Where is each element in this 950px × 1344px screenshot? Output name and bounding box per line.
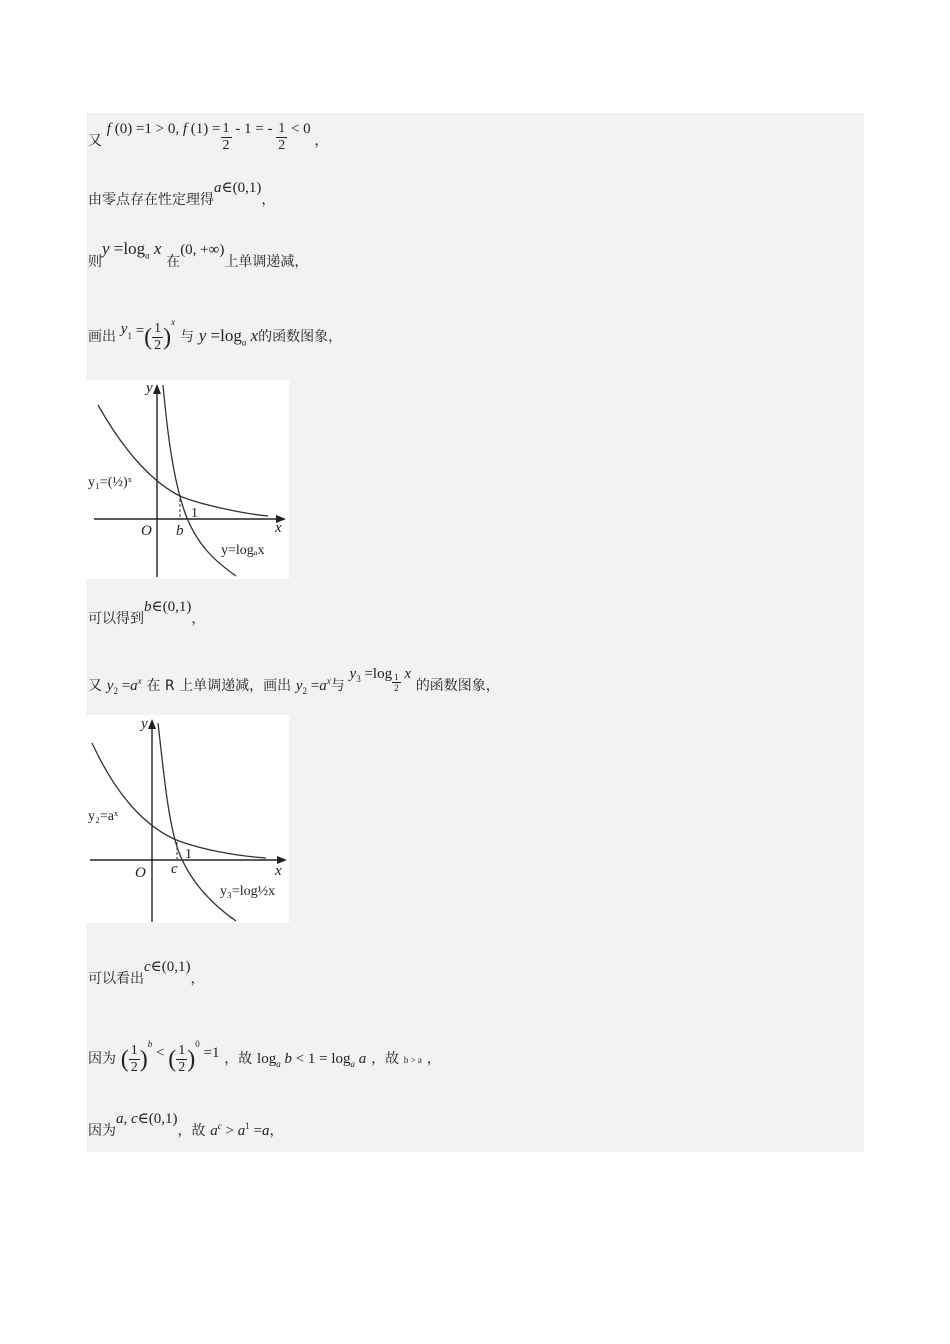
line-6-prefix: 又 <box>88 678 102 694</box>
line-6 <box>88 666 500 701</box>
line-6-mid-2: 与 <box>330 678 345 694</box>
line-1 <box>88 120 329 158</box>
line-9-mid: ，故 <box>177 1123 206 1139</box>
line-2-text: 由零点存在性定理得 <box>88 192 214 208</box>
line-8-suffix: ， <box>426 1050 441 1067</box>
line-8-formula-2: $\log_a b < 1 = \log_a a$ <box>257 1050 367 1069</box>
line-9-suffix: ， <box>269 1123 284 1139</box>
line-7-text: 可以看出 <box>88 971 144 987</box>
line-4-formula-2: $y =\log_a$ x <box>198 325 259 348</box>
line-6-formula-3: $y_3 =\log$ $\frac{1}{2}$ x <box>349 666 412 694</box>
graph-1-tick-b: b <box>176 523 184 539</box>
line-5 <box>88 599 206 629</box>
line-7 <box>88 959 205 989</box>
line-5-text: 可以得到 <box>88 611 144 627</box>
solution-panel <box>86 113 864 1152</box>
line-8-formula-1: ( $\frac{1}{2}$ )$^b$ < ( $\frac{1}{2}$ )$^0$ =1 <box>120 1038 220 1075</box>
graph-2-x-label: x <box>275 863 282 879</box>
graph-1 <box>86 380 289 579</box>
line-8-prefix: 因为 <box>88 1050 116 1067</box>
line-9 <box>88 1111 284 1141</box>
graph-2-tick-c: c <box>171 861 178 877</box>
graph-2-curve-2-label: y₃=log½x <box>220 884 276 899</box>
graph-2-y-label: y <box>141 716 148 732</box>
line-1-prefix: 又 <box>88 132 102 149</box>
line-9-formula-1: a, c∈(0,1) <box>116 1111 178 1127</box>
line-4-formula-1: $y_1$ =( $\frac{1}{2}$ )$^x$ <box>120 316 176 353</box>
graph-1-curve-2-label: y=logₐx <box>221 543 265 558</box>
line-3-formula-2: (0, +∞) <box>180 242 225 258</box>
graph-1-curve-exp <box>98 405 268 516</box>
line-2-formula: a∈(0,1) <box>214 180 262 196</box>
graph-2-curve-1-label: y₂=aˣ <box>88 809 119 824</box>
line-6-formula-1: $y_2 =a^x$ <box>106 676 142 696</box>
line-3 <box>88 239 309 277</box>
graph-1-tick-1: 1 <box>191 506 198 521</box>
graph-2-curve-exp <box>92 743 266 858</box>
line-8-formula-3: b > a <box>403 1054 422 1065</box>
line-9-prefix: 因为 <box>88 1123 116 1139</box>
line-3-mid: 在 <box>166 254 181 270</box>
graph-2 <box>86 715 289 923</box>
line-7-formula: c∈(0,1) <box>144 959 191 975</box>
line-1-formula: f (0) =1 > 0, f (1) = $\frac{1}{2}$ - 1 = - $\frac{1}{2}$ < 0 <box>106 120 311 153</box>
graph-1-origin: O <box>141 523 152 539</box>
graph-2-tick-1: 1 <box>185 847 192 862</box>
graph-1-x-label: x <box>275 520 282 536</box>
line-2-suffix: ， <box>261 192 276 208</box>
line-4 <box>88 316 343 354</box>
line-2 <box>88 180 276 210</box>
line-4-prefix: 画出 <box>88 328 116 345</box>
line-4-suffix: 的函数图象， <box>258 328 343 345</box>
graph-1-y-label: y <box>146 380 153 396</box>
line-3-formula-1: $y =\log_a$ x <box>102 239 162 261</box>
line-7-suffix: ， <box>190 971 205 987</box>
line-6-suffix: 的函数图象， <box>415 678 500 694</box>
line-4-mid: 与 <box>179 328 194 345</box>
line-8-mid-1: ，故 <box>224 1050 253 1067</box>
line-6-formula-2: $y_2 =a^x$ <box>295 676 331 696</box>
line-3-prefix: 则 <box>88 254 102 270</box>
line-8-mid-2: ，故 <box>371 1050 400 1067</box>
line-9-formula-2: $a^c > a^1 =a$ <box>210 1121 270 1139</box>
line-8 <box>88 1038 441 1076</box>
graph-2-origin: O <box>135 865 146 881</box>
line-5-suffix: ， <box>191 611 206 627</box>
line-3-suffix: 上单调递减， <box>224 254 309 270</box>
line-1-suffix: ， <box>314 132 329 149</box>
graph-1-curve-1-label: y₁=(½)ˣ <box>88 475 132 490</box>
line-6-mid-1: 在 R 上单调递减，画出 <box>146 678 292 694</box>
line-5-formula: b∈(0,1) <box>144 599 192 615</box>
